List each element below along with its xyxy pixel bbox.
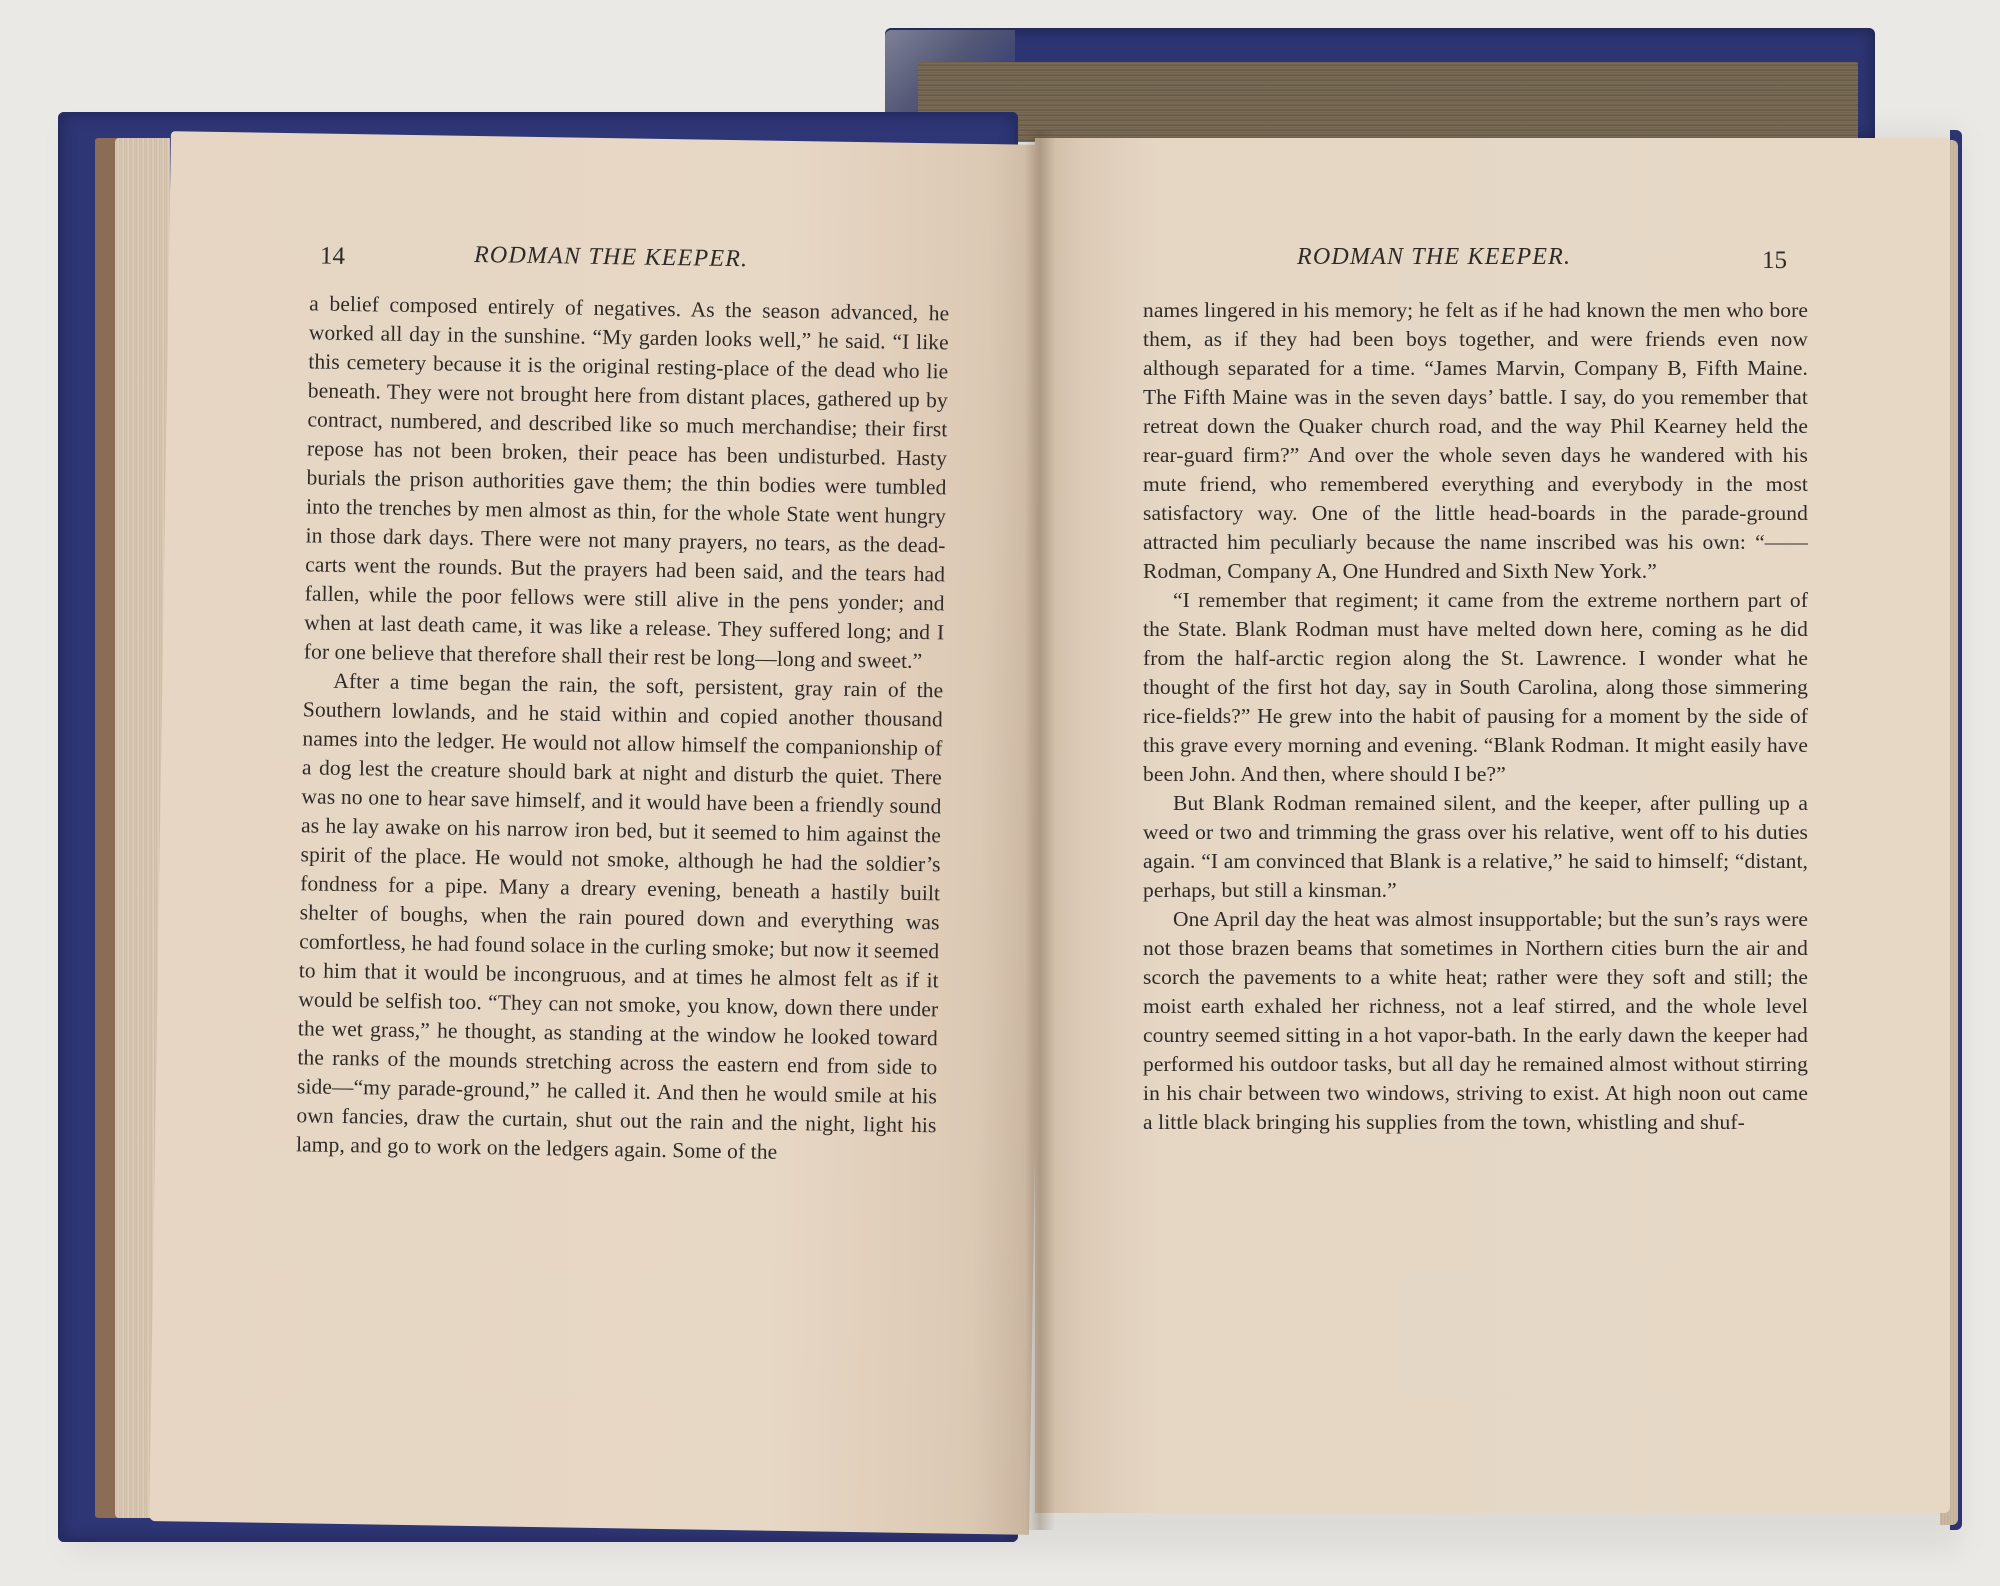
body-text bbox=[296, 289, 950, 1169]
page-block-top-edge bbox=[918, 62, 1858, 142]
running-head: RODMAN THE KEEPER. bbox=[1297, 244, 1572, 270]
book-gutter bbox=[1025, 130, 1055, 1530]
paragraph: But Blank Rodman remained silent, and the keeper, after pulling up a weed or two and trimming the grass over his relative, went off to his duties again. “I am convinced that Blank is a relative,” he said to himself; “distant, perhaps, but still a kinsman.” bbox=[1143, 791, 1808, 902]
body-text bbox=[1143, 296, 1808, 1137]
paragraph: After a time began the rain, the soft, persistent, gray rain of the Southern lowlands, and he staid within and copied another thousand names into the ledger. He would not allow himself the companionship of a dog lest the creature should bark at night and disturb the quiet. There was no one to hear save himself, and it would have been a friendly sound as he lay awake on his narrow iron bed, but it seemed to him against the spirit of the place. He would not smoke, although he had the soldier’s fondness for a pipe. Many a dreary evening, beneath a hastily built shelter of boughs, when the rain poured down and everything was comfortless, he had found solace in the curling smoke; but now it seemed to him that it would be incongruous, and at times he almost felt as if it would be selfish too. “They can not smoke, you know, down there under the wet grass,” he thought, as standing at the window he looked toward the ranks of the mounds stretching across the eastern end from side to side—“my parade-ground,” he called it. And then he would smile at his own fancies, draw the curtain, shut out the rain and the night, light his lamp, and go to work on the ledgers again. Some of the bbox=[295, 668, 944, 1164]
page-number: 14 bbox=[319, 242, 346, 270]
paragraph: “I remember that regiment; it came from the extreme northern part of the State. Blank Rodman must have melted down here, coming as he did from the half-arctic region along the St. Lawrence. I wonder what he thought of the first hot day, say in South Carolina, along those simmering rice-fields?” He grew into the habit of pausing for a moment by the side of this grave every morning and evening. “Blank Rodman. It might easily have been John. And then, where should I be?” bbox=[1143, 588, 1808, 786]
left-page bbox=[149, 131, 1051, 1535]
paragraph: One April day the heat was almost insupportable; but the sun’s rays were not those brazen beams that sometimes in Northern cities burn the air and scorch the pavements to a white heat; rather were they soft and still; the moist earth exhaled her richness, not a leaf stirred, and the whole level country seemed sitting in a hot vapor-bath. In the early dawn the keeper had performed his outdoor tasks, but all day he remained almost without stirring in his chair between two windows, striving to exist. At high noon out came a little black bringing his supplies from the town, whistling and shuf- bbox=[1143, 907, 1808, 1134]
paragraph: names lingered in his memory; he felt as if he had known the men who bore them, as if they had been boys together, and were friends even now although separated for a time. “James Marvin, Company B, Fifth Maine. The Fifth Maine was in the seven days’ battle. I say, do you remember that retreat down the Quaker church road, and the way Phil Kearney held the rear-guard firm?” And over the whole seven days he wandered with his mute friend, who remembered everything and everybody in the most satisfactory way. One of the little head-boards in the parade-ground attracted him peculiarly because the name inscribed was his own: “—— Rodman, Company A, One Hundred and Sixth New York.” bbox=[1143, 298, 1808, 583]
right-page bbox=[1035, 138, 1950, 1513]
page-number: 15 bbox=[1762, 247, 1787, 274]
running-head: RODMAN THE KEEPER. bbox=[473, 241, 749, 273]
paragraph: a belief composed entirely of negatives. As the season advanced, he worked all day in the sunshine. “My garden looks well,” he said. “I like this cemetery because it is the original resting-place of the dead who lie beneath. They were not brought here from distant places, gathered up by contract, numbered, and described like so much merchandise; their first repose has not been broken, their peace has been undisturbed. Hasty burials the prison authorities gave them; the thin bodies were tumbled into the trenches by men almost as thin, for the whole State went hungry in those dark days. There were not many prayers, no tears, as the dead-carts went the rounds. But the prayers had been said, and the tears had fallen, while the poor fellows were still alive in the pens yonder; and when at last death came, it was like a release. They suffered long; and I for one believe that therefore shall their rest be long—long and sweet.” bbox=[303, 291, 950, 674]
